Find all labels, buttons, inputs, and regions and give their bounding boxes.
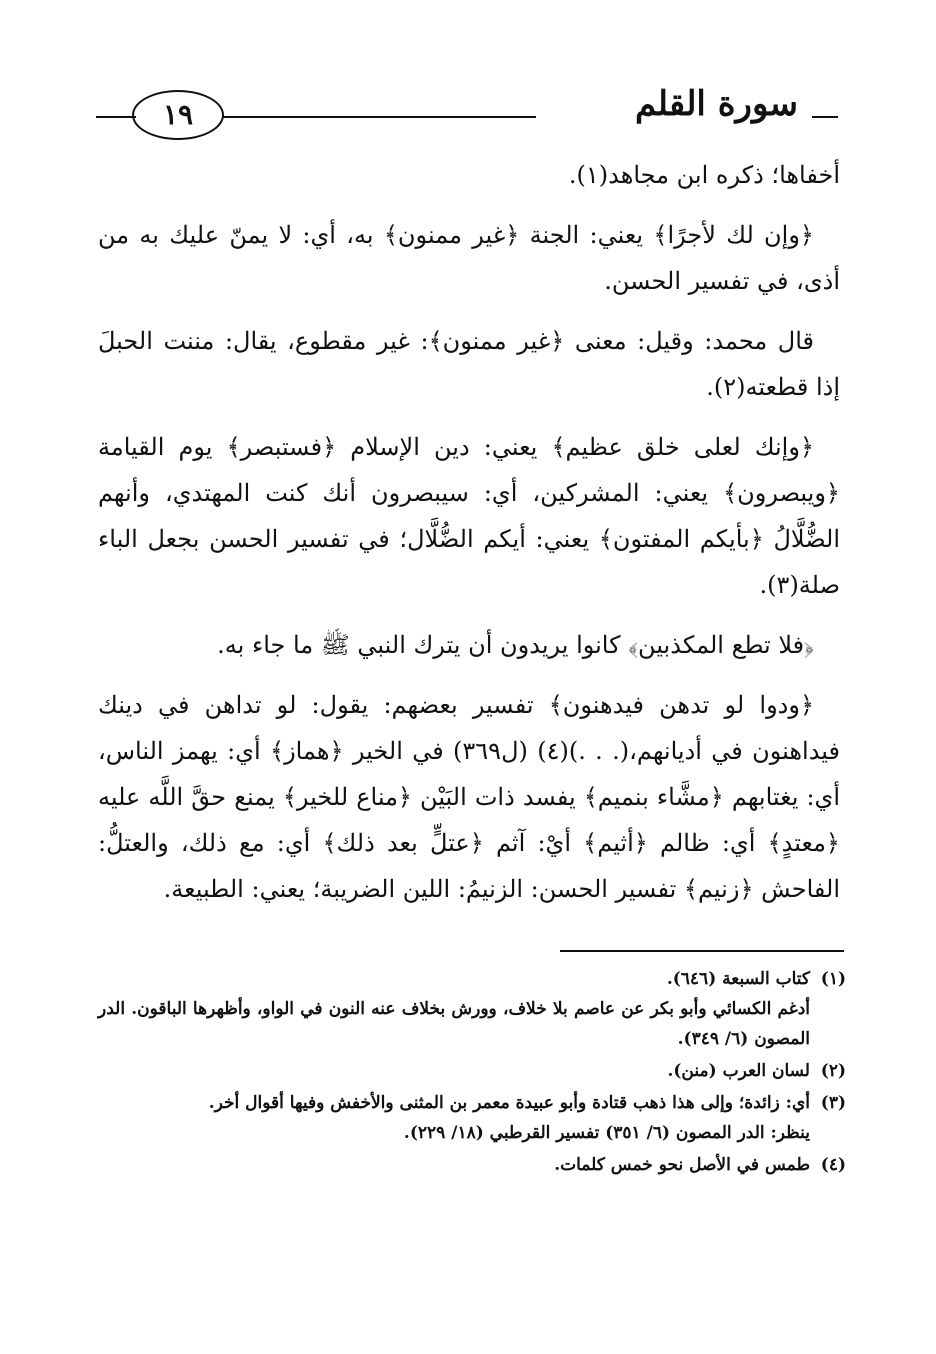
footnote-line: طمس في الأصل نحو خمس كلمات.: [554, 1155, 810, 1175]
paragraph: قال محمد: وقيل: معنى ﴿غير ممنون﴾: غير مقطوع، يقال: مننت الحبلَ إذا قطعته(٢).: [98, 327, 840, 401]
paragraph: ﴿ودوا لو تدهن فيدهنون﴾ تفسير بعضهم: يقول: لو تداهن في دينك فيداهنون في أديانهم،(. . .)(٤) (ل٣٦٩) في الخير ﴿هماز﴾ أي: يهمز الناس، أي: يغتابهم ﴿مشَّاء بنميم﴾ يفسد ذات البَيْن ﴿مناع للخير﴾ يمنع حقَّ اللَّه عليه ﴿معتدٍ﴾ أي: ظالم ﴿أثيم﴾ أيْ: آثم ﴿عتلٍّ بعد ذلك﴾ أي: مع ذلك، والعتلُّ: الفاحش ﴿زنيم﴾ تفسير الحسن: الزنيمُ: اللين الضريبة؛ يعني: الطبيعة.: [98, 691, 841, 903]
footnote-text: [98, 1150, 810, 1180]
surah-title: سورة القلم: [634, 84, 798, 124]
footnote-line: كتاب السبعة (٦٤٦).: [666, 969, 810, 989]
footnote-line: ينظر: الدر المصون (٦/ ٣٥١) تفسير القرطبي (١٨/ ٢٢٩).: [403, 1123, 810, 1143]
paragraph: ﴿وإن لك لأجرًا﴾ يعني: الجنة ﴿غير ممنون﴾ به، أي: لا يمنّ عليك به من أذى، في تفسير الحسن.: [98, 221, 840, 295]
page-number: ١٩: [132, 90, 224, 140]
footnote-text: [98, 1056, 810, 1086]
footnote-number: (٣): [820, 1093, 846, 1113]
paragraph: أخفاها؛ ذكره ابن مجاهد(١).: [568, 161, 840, 189]
body-text: [98, 152, 840, 926]
footnote-line: أي: زائدة؛ وإلى هذا ذهب قتادة وأبو عبيدة معمر بن المثنى والأخفش وفيها أقوال أخر.: [208, 1093, 810, 1113]
page-header: [96, 78, 838, 148]
footnote-item: [98, 1150, 846, 1180]
header-rule-middle: [222, 116, 536, 118]
footnote-text: [98, 964, 810, 1054]
footnote-line: أدغم الكسائي وأبو بكر عن عاصم بلا خلاف، وورش بخلاف عنه النون في الواو، وأظهرها الباقون. الدر المصون (٦/ ٣٤٩).: [98, 999, 810, 1049]
footnote-line: لسان العرب (منن).: [667, 1061, 810, 1081]
footnote-item: [98, 964, 846, 1054]
footnotes: [98, 964, 846, 1182]
footnote-separator: [560, 950, 844, 952]
paragraph: ﴿وإنك لعلى خلق عظيم﴾ يعني: دين الإسلام ﴿فستبصر﴾ يوم القيامة ﴿ويبصرون﴾ يعني: المشركين، أي: سيبصرون أنك كنت المهتدي، وأنهم الضُّلَّالُ ﴿بأيكم المفتون﴾ يعني: أيكم الضُّلَّال؛ في تفسير الحسن بجعل الباء صلة(٣).: [98, 433, 840, 599]
footnote-number: (١): [820, 969, 846, 989]
paragraph: ﴿فلا تطع المكذبين﴾ كانوا يريدون أن يترك النبي ﷺ ما جاء به.: [217, 631, 814, 659]
footnote-number: (٤): [820, 1155, 846, 1175]
footnote-item: [98, 1088, 846, 1148]
header-rule-right: [812, 116, 838, 118]
header-rule-left: [96, 116, 136, 118]
footnote-text: [98, 1088, 810, 1148]
footnote-number: (٢): [820, 1061, 846, 1081]
footnote-item: [98, 1056, 846, 1086]
